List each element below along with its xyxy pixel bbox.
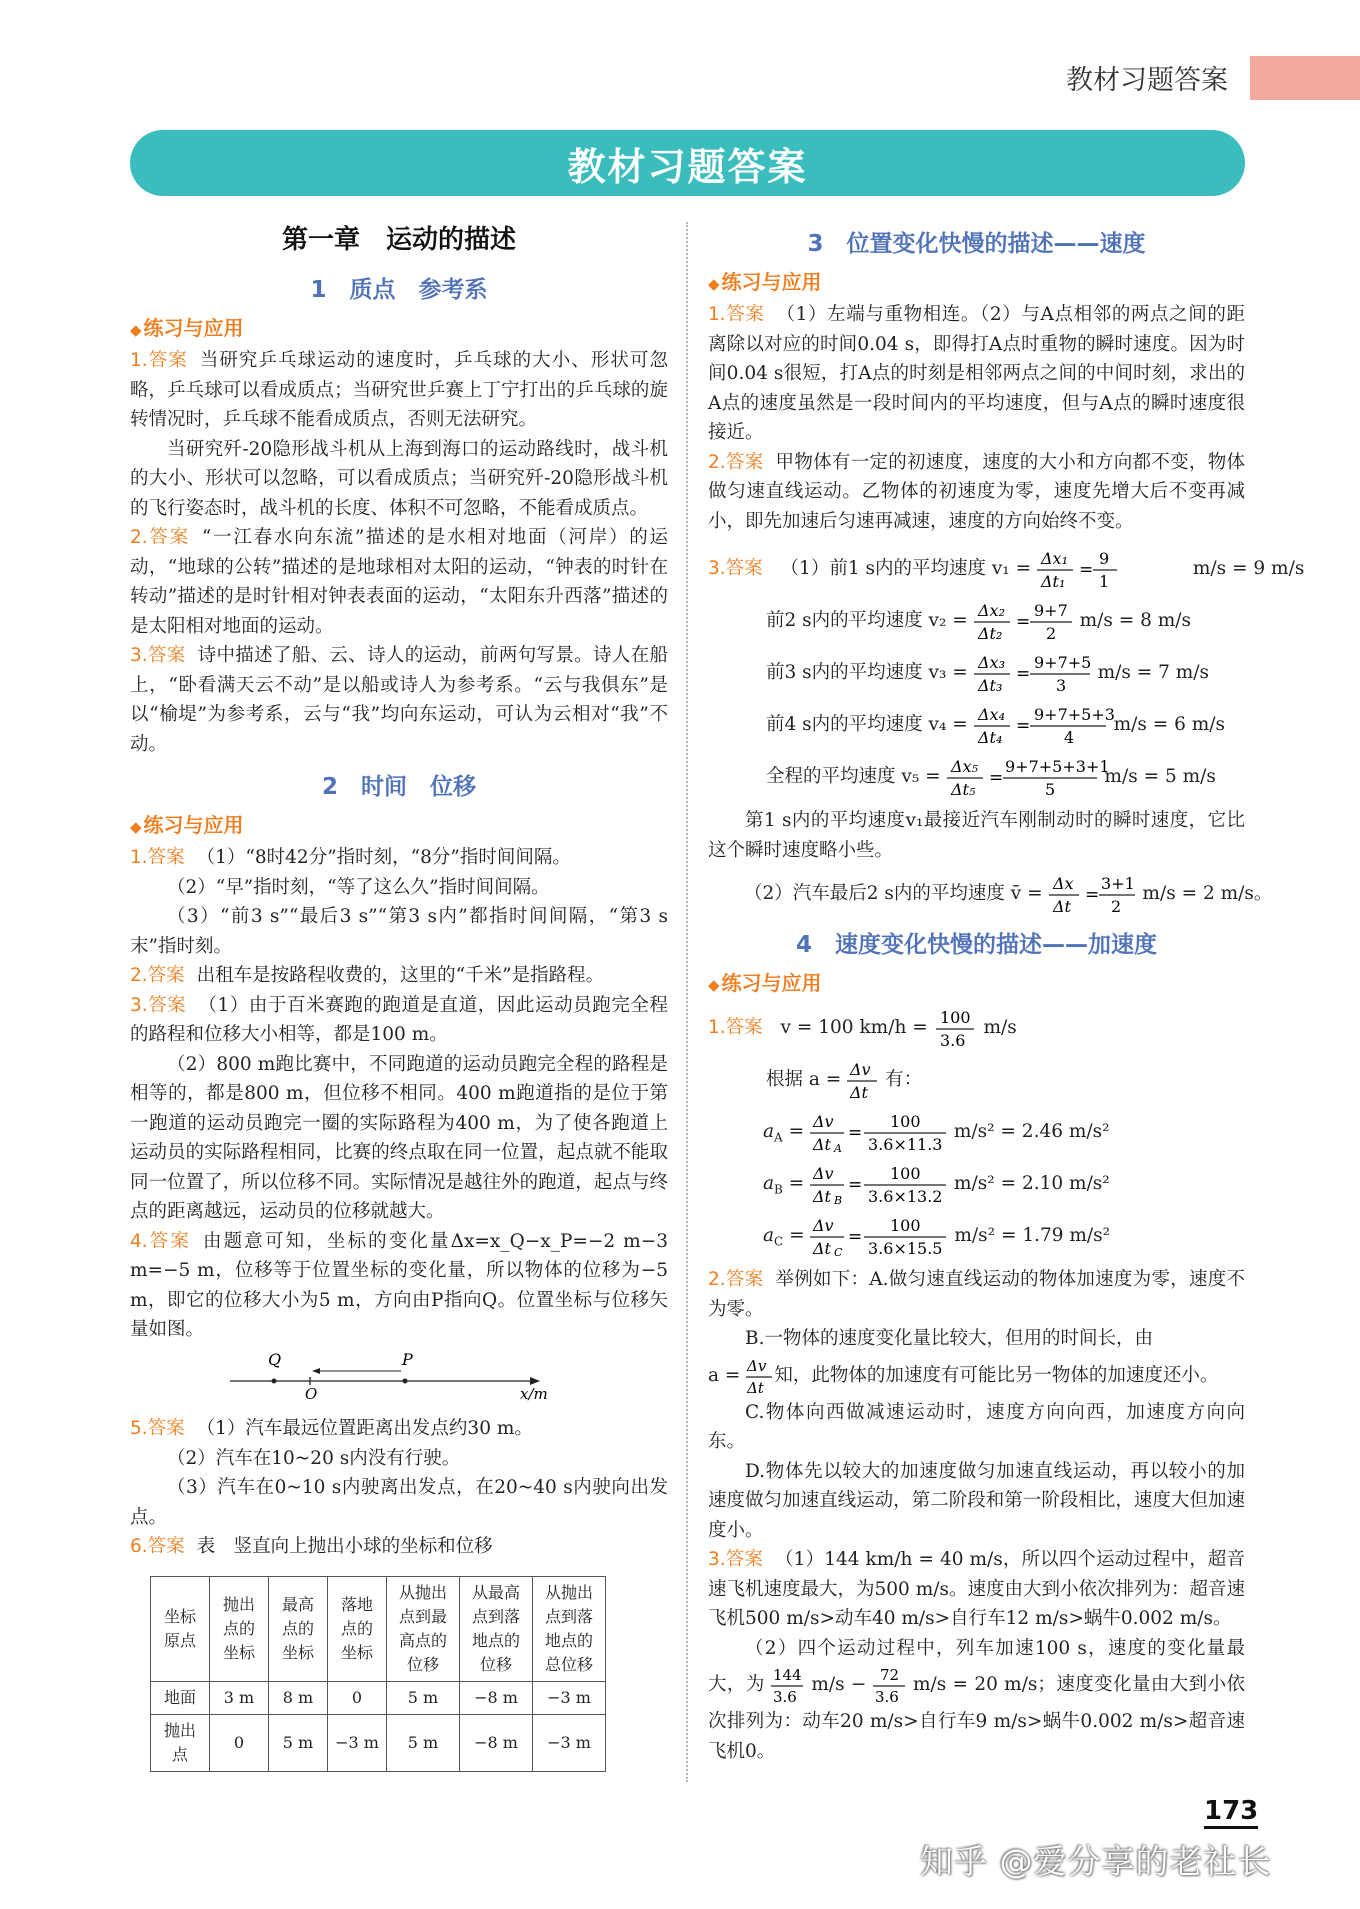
axis-arrow [530, 1377, 540, 1385]
answer-paragraph: 3.答案 诗中描述了船、云、诗人的运动，前两句写景。诗人在船上，“卧看满天云不动”是以船或诗人为参考系。“云与我俱东”是以“榆堤”为参考系，云与“我”均向东运动，可认为云相对“我”不动。 [130, 645, 668, 755]
table-header-row [151, 1576, 606, 1681]
table-cell: 8 m [269, 1681, 328, 1714]
fraction-formula [873, 1663, 907, 1707]
svg-text:Δx₄: Δx₄ [977, 705, 1005, 724]
title-banner [130, 130, 1245, 196]
answer-number: 3.答案 [130, 994, 187, 1016]
fraction-formula [974, 598, 1074, 644]
table-header-cell: 坐标原点 [151, 1576, 210, 1681]
svg-text:Δx₃: Δx₃ [977, 653, 1005, 672]
answer-paragraph: （3）汽车在0~10 s内驶离出发点，在20~40 s内驶向出发点。 [130, 1477, 668, 1528]
header-color-tab [1250, 56, 1360, 100]
formula-line: $a_A$ = Δv Δt A = 100 3.6×11.3 m/s² = 2.46 m/s² [763, 1109, 1245, 1155]
svg-text:=: = [1084, 885, 1099, 905]
svg-text:100: 100 [890, 1164, 921, 1183]
answer-paragraph: 1.答案 （1）“8时42分”指时刻，“8分”指时间间隔。 [130, 847, 571, 868]
svg-text:Δv: Δv [813, 1216, 835, 1235]
section-title-1: 1 质点 参考系 [310, 277, 488, 303]
svg-text:=: = [1078, 560, 1094, 580]
table-cell: 5 m [269, 1714, 328, 1771]
svg-text:3.6: 3.6 [773, 1688, 797, 1706]
svg-text:Δt: Δt [812, 1135, 831, 1154]
answer-number: 1.答案 [708, 304, 765, 325]
displacement-arrow-head [312, 1368, 320, 1374]
svg-text:Δx₂: Δx₂ [977, 601, 1005, 620]
svg-text:Δt₃: Δt₃ [977, 676, 1003, 695]
svg-text:Δt₂: Δt₂ [977, 624, 1003, 643]
svg-text:3.6: 3.6 [874, 1688, 899, 1706]
table-cell: 0 [210, 1714, 269, 1771]
svg-text:Δt: Δt [747, 1378, 765, 1397]
svg-text:A: A [833, 1142, 842, 1155]
label-p: P [402, 1349, 413, 1369]
svg-text:9+7+5+3+1: 9+7+5+3+1 [1004, 757, 1110, 776]
answer-paragraph: B.一物体的速度变化量比较大，但用的时间长，由 [745, 1328, 1153, 1349]
table-cell: −8 m [460, 1714, 533, 1771]
formula-line: $a_C$ = Δv Δt C = 100 3.6×15.5 m/s² = 1.79 m/s² [763, 1213, 1245, 1259]
svg-text:Δt: Δt [1052, 897, 1071, 916]
answer-number: 1.答案 [708, 1017, 763, 1038]
fraction-formula [974, 702, 1115, 748]
position-axis-figure [230, 1349, 590, 1401]
answer-number: 3.答案 [708, 1549, 764, 1570]
subsection-label: ◆ 练习与应用 [130, 312, 668, 346]
svg-text:=: = [988, 768, 1003, 788]
svg-text:=: = [1015, 664, 1030, 684]
answer-paragraph: 3.答案 （1）144 km/h = 40 m/s，所以四个运动过程中，超音速飞机速度最大，为500 m/s。速度由大到小依次排列为：超音速飞机500 m/s>动车40 m/s>自行车12 m/s>蜗牛0.002 m/s。 [708, 1549, 1245, 1629]
fraction-formula [746, 1354, 774, 1398]
table-cell: 地面 [151, 1681, 210, 1714]
answer-paragraph: 2.答案 出租车是按路程收费的，这里的“千米”是指路程。 [130, 965, 605, 986]
answer-number: 2.答案 [708, 451, 764, 473]
answer-paragraph: C.物体向西做减速运动时，速度方向向西，加速度方向向东。 [708, 1401, 1245, 1452]
formula-line: 前2 s内的平均速度 v₂ = Δx₂ Δt₂ = 9+7 2 m/s = 8 m/s [766, 598, 1245, 644]
section-title-2: 2 时间 位移 [321, 774, 476, 800]
answer-paragraph: 3.答案 （1）由于百米赛跑的跑道是直道，因此运动员跑完全程的路程和位移大小相等，都是100 m。 [130, 994, 668, 1045]
fraction-formula [947, 754, 1110, 800]
answer-number: 2.答案 [130, 965, 185, 986]
table-cell: 3 m [210, 1681, 269, 1714]
svg-text:Δt₅: Δt₅ [950, 780, 975, 799]
column-divider [686, 222, 688, 1782]
svg-text:Δx₁: Δx₁ [1040, 549, 1068, 568]
formula-line: $a_B$ = Δv Δt B = 100 3.6×13.2 m/s² = 2.10 m/s² [763, 1161, 1245, 1207]
svg-text:Δv: Δv [813, 1164, 834, 1183]
subsection-label: ◆ 练习与应用 [130, 809, 668, 843]
table-header-cell: 抛出点的坐标 [210, 1576, 269, 1681]
svg-text:3: 3 [1055, 676, 1066, 695]
svg-text:=: = [1015, 612, 1030, 632]
svg-text:3.6×15.5: 3.6×15.5 [868, 1239, 943, 1258]
svg-text:1: 1 [1098, 572, 1110, 591]
answer-number: 3.答案 [130, 645, 186, 666]
answer-number: 5.答案 [130, 1418, 185, 1439]
answer-paragraph: 4.答案 由题意可知，坐标的变化量Δx=x_Q−x_P=−2 m−3 m=−5 m，位移等于位置坐标的变化量，所以物体的位移为−5 m，即它的位移大小为5 m，方向由P指向Q。位置坐标与位移矢量如图。 [130, 1230, 668, 1340]
formula-line: 前3 s内的平均速度 v₃ = Δx₃ Δt₃ = 9+7+5 3 m/s = 7 m/s [766, 650, 1245, 696]
section-title-4: 4 速度变化快慢的描述——加速度 [795, 932, 1157, 958]
answer-paragraph: 当研究歼-20隐形战斗机从上海到海口的运动路线时，战斗机的大小、形状可以忽略，可以看成质点；当研究歼-20隐形战斗机的飞行姿态时，战斗机的长度、体积不可忽略，不能看成质点。 [130, 438, 668, 519]
formula-line: 全程的平均速度 v₅ = Δx₅ Δt₅ = 9+7+5+3+1 5 m/s = 5 m/s [766, 754, 1245, 800]
formula-line: （2）汽车最后2 s内的平均速度 v̄ = Δx Δt = 3+1 2 m/s = 2 m/s。 [744, 871, 1245, 917]
svg-text:3.6×11.3: 3.6×11.3 [867, 1135, 943, 1154]
answer-paragraph: （3）“前3 s”“最后3 s”“第3 s内”都指时间间隔，“第3 s末”指时刻。 [130, 906, 668, 957]
answer-paragraph: 1.答案 当研究乒乓球运动的速度时，乒乓球的大小、形状可忽略，乒乓球可以看成质点；当研究世乒赛上丁宁打出的乒乓球的旋转情况时，乒乓球不能看成质点，否则无法研究。 [130, 350, 668, 430]
answer-paragraph: D.物体先以较大的加速度做匀加速直线运动，再以较小的加速度做匀加速直线运动，第二阶段和第一阶段相比，速度大但加速度小。 [708, 1460, 1245, 1541]
svg-text:100: 100 [939, 1008, 971, 1027]
fraction-formula [1049, 871, 1137, 917]
fraction-formula [847, 1057, 879, 1103]
answer-paragraph: a = Δv Δt 知，此物体的加速度有可能比另一物体的加速度还小。 [708, 1354, 1245, 1398]
formula-line: 3.答案 （1）前1 s内的平均速度 v₁ = Δx₁ Δt₁ = 9 1 m/s = 9 m/s [708, 546, 1245, 592]
svg-text:9+7: 9+7 [1033, 601, 1068, 620]
svg-text:=: = [1015, 716, 1030, 736]
svg-text:=: = [848, 1227, 863, 1247]
subsection-label: ◆ 练习与应用 [708, 266, 1245, 300]
page-number: 173 [1204, 1796, 1258, 1829]
right-column [708, 218, 1305, 1766]
point-p-dot [403, 1378, 408, 1383]
label-q: Q [268, 1349, 282, 1369]
svg-text:2: 2 [1110, 897, 1121, 916]
label-x-axis: x/m [520, 1384, 548, 1403]
table-header-cell: 从最高点到落地点的位移 [460, 1576, 533, 1681]
answer-paragraph: 第1 s内的平均速度v₁最接近汽车刚制动时的瞬时速度，它比这个瞬时速度略小些。 [708, 810, 1245, 861]
chapter-title: 第一章 运动的描述 [281, 225, 516, 255]
answer-paragraph: 2.答案 “一江春水向东流”描述的是水相对地面（河岸）的运动，“地球的公转”描述的是地球相对太阳的运动，“钟表的时针在转动”描述的是时针相对钟表表面的运动，“太阳东升西落”描述的是太阳相对地面的运动。 [130, 527, 669, 637]
table-header-cell: 从抛出点到落地点的总位移 [533, 1576, 606, 1681]
fraction-formula [1037, 546, 1187, 592]
table-row [151, 1681, 606, 1714]
table-cell: −8 m [460, 1681, 533, 1714]
svg-text:Δt: Δt [813, 1187, 832, 1206]
fraction-formula [934, 1005, 978, 1051]
svg-text:Δx: Δx [1052, 874, 1074, 893]
answer-number: 1.答案 [130, 350, 188, 371]
svg-text:Δt₄: Δt₄ [977, 728, 1003, 747]
fraction-formula [810, 1213, 948, 1259]
svg-text:9+7+5: 9+7+5 [1033, 653, 1092, 672]
svg-text:9+7+5+3: 9+7+5+3 [1033, 705, 1115, 724]
formula-line: 1.答案 v = 100 km/h = 100 3.6 m/s [708, 1005, 1245, 1051]
svg-text:3.6: 3.6 [939, 1031, 966, 1050]
formula-line: 根据 a = Δv Δt 有： [766, 1057, 1245, 1103]
banner-title: 教材习题答案 [567, 144, 808, 189]
svg-text:72: 72 [879, 1666, 899, 1684]
svg-text:Δx₅: Δx₅ [950, 757, 978, 776]
svg-text:2: 2 [1045, 624, 1056, 643]
table-cell: 5 m [387, 1714, 460, 1771]
svg-text:100: 100 [889, 1112, 921, 1131]
table-cell: 5 m [387, 1681, 460, 1714]
left-column [130, 218, 668, 1772]
svg-text:C: C [834, 1246, 843, 1259]
answer-paragraph: 1.答案 （1）左端与重物相连。（2）与A点相邻的两点之间的距离除以对应的时间0.04 s，即得打A点时重物的瞬时速度。因为时间0.04 s很短，打A点的时刻是相邻两点之间的中间时刻，求出的A点的速度虽然是一段时间内的平均速度，但与A点的瞬时速度很接近。 [708, 304, 1245, 443]
answer-number: 2.答案 [708, 1269, 764, 1290]
table-header-cell: 落地点的坐标 [328, 1576, 387, 1681]
svg-text:5: 5 [1044, 780, 1055, 799]
table-row [151, 1714, 606, 1771]
table-caption: 表 竖直向上抛出小球的坐标和位移 [196, 1536, 493, 1557]
answer-number: 3.答案 [708, 558, 763, 579]
svg-text:B: B [834, 1194, 843, 1207]
table-header-cell: 最高点的坐标 [269, 1576, 328, 1681]
table-cell: −3 m [533, 1714, 606, 1771]
fraction-formula [810, 1109, 948, 1155]
svg-text:Δv: Δv [850, 1060, 871, 1079]
answer-paragraph: 2.答案 举例如下：A.做匀速直线运动的物体加速度为零，速度不为零。 [708, 1269, 1246, 1320]
svg-text:Δv: Δv [747, 1356, 767, 1375]
label-origin: O [305, 1384, 318, 1403]
fraction-formula [974, 650, 1092, 696]
answer-paragraph: （2）“早”指时刻，“等了这么久”指时间间隔。 [167, 876, 550, 898]
point-q-dot [272, 1378, 277, 1383]
answer-number: 1.答案 [130, 847, 185, 868]
answer-paragraph: （2）汽车在10~20 s内没有行驶。 [167, 1447, 461, 1469]
svg-text:9: 9 [1098, 549, 1110, 568]
svg-text:Δt: Δt [813, 1239, 832, 1258]
svg-text:Δv: Δv [812, 1112, 834, 1131]
svg-text:4: 4 [1063, 728, 1074, 747]
svg-text:Δt₁: Δt₁ [1040, 572, 1066, 591]
formula-line: 前4 s内的平均速度 v₄ = Δx₄ Δt₄ = 9+7+5+3 4 m/s = 6 m/s [766, 702, 1245, 748]
table-cell: 抛出点 [151, 1714, 210, 1771]
answer-number: 2.答案 [130, 527, 190, 548]
svg-text:3.6×13.2: 3.6×13.2 [868, 1187, 943, 1206]
table-cell: −3 m [328, 1714, 387, 1771]
svg-text:144: 144 [773, 1666, 802, 1684]
table-cell: 0 [328, 1681, 387, 1714]
answer-paragraph: （2）800 m跑比赛中，不同跑道的运动员跑完全程的路程是相等的，都是800 m，但位移不相同。400 m跑道指的是位于第一跑道的运动员跑完一圈的实际路程为400 m，为了使各跑道上运动员的实际路程相同，比赛的终点取在同一位置，起点就不能取同一位置了，所以位移不同。实际情况是越往外的跑道，起点与终点的距离越远，运动员的位移就越大。 [130, 1053, 668, 1222]
answer-number: 6.答案 [130, 1536, 185, 1557]
svg-text:=: = [847, 1123, 863, 1143]
table-cell: −3 m [533, 1681, 606, 1714]
watermark: 知乎 @爱分享的老社长 [920, 1842, 1272, 1881]
answer-paragraph [130, 1532, 668, 1562]
coordinate-table [150, 1576, 606, 1772]
subsection-label: ◆ 练习与应用 [708, 967, 1245, 1001]
answer-paragraph: （2）四个运动过程中，列车加速100 s，速度的变化量最大，为 144 3.6 m/s − 72 3.6 m/s = 20 m/s；速度变化量由大到小依次排列为：动车20 m/s>自行车9 m/s>蜗牛0.002 m/s>超音速飞机0。 [708, 1637, 1245, 1762]
fraction-formula [771, 1663, 805, 1707]
section-title-3: 3 位置变化快慢的描述——速度 [807, 231, 1146, 257]
answer-paragraph: 2.答案 甲物体有一定的初速度，速度的大小和方向都不变，物体做匀速直线运动。乙物体的初速度为零，速度先增大后不变再减小，即先加速后匀速再减速，速度的方向始终不变。 [708, 451, 1245, 532]
svg-text:Δt: Δt [850, 1083, 869, 1102]
svg-text:100: 100 [890, 1216, 922, 1235]
answer-paragraph: 5.答案 （1）汽车最远位置距离出发点约30 m。 [130, 1418, 533, 1439]
running-header: 教材习题答案 [1066, 65, 1228, 96]
fraction-formula [810, 1161, 948, 1207]
table-header-cell: 从抛出点到最高点的位移 [387, 1576, 460, 1681]
svg-text:=: = [848, 1175, 863, 1195]
answer-number: 4.答案 [130, 1230, 192, 1252]
svg-text:3+1: 3+1 [1100, 874, 1135, 893]
